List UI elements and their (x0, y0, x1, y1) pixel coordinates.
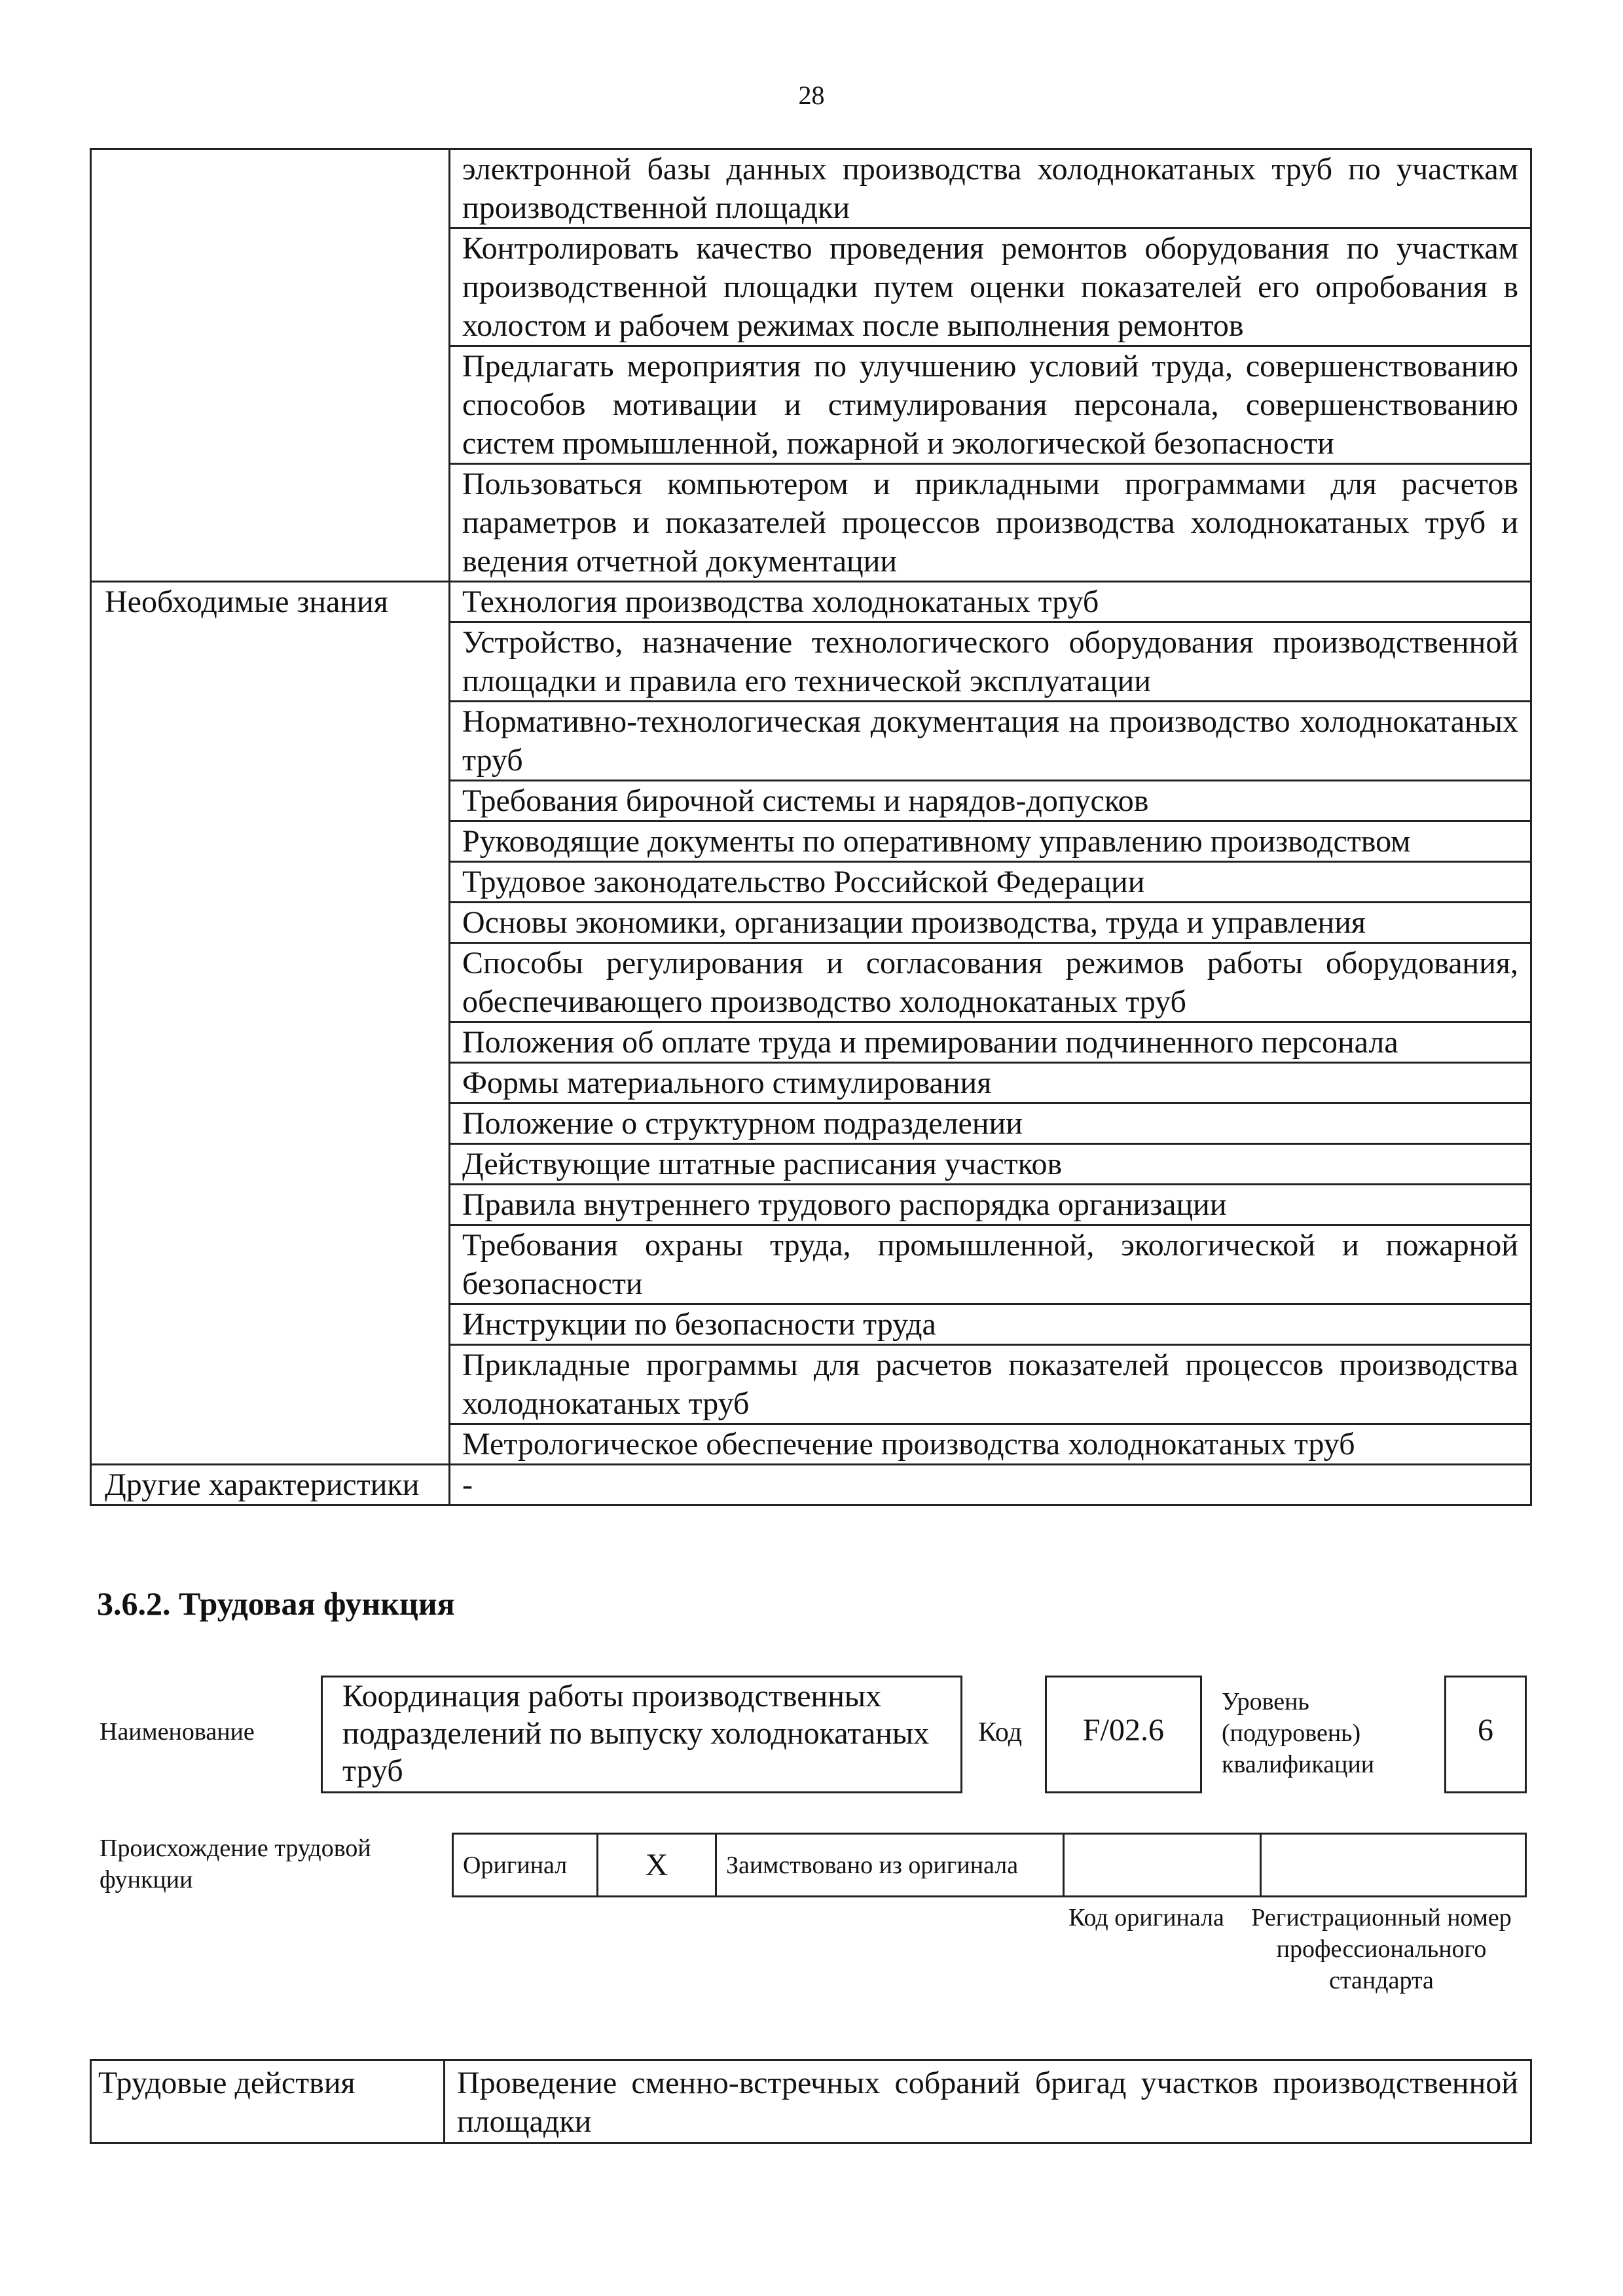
table-row (91, 2060, 1531, 2144)
origin-label: Происхождение трудовой функции (100, 1835, 371, 1893)
knowledge-item: Инструкции по безопасности труда (450, 1304, 1531, 1345)
table-row (91, 582, 1531, 622)
name-label: Наименование (100, 1718, 255, 1746)
knowledge-item: Основы экономики, организации производства, труда и управления (450, 903, 1531, 943)
knowledge-item: Способы регулирования и согласования режимов работы оборудования, обеспечивающего производство холоднокатаных труб (450, 943, 1531, 1022)
original-mark: X (598, 1834, 716, 1897)
knowledge-item: Технология производства холоднокатаных труб (450, 582, 1531, 622)
knowledge-item: Формы материального стимулирования (450, 1063, 1531, 1103)
original-code-cell (1064, 1834, 1261, 1897)
knowledge-item: Действующие штатные расписания участков (450, 1144, 1531, 1185)
knowledge-item: Руководящие документы по оперативному управлению производством (450, 821, 1531, 862)
skill-item: электронной базы данных производства холоднокатаных труб по участкам производственной площадки (450, 149, 1531, 228)
knowledge-item: Положение о структурном подразделении (450, 1103, 1531, 1144)
code-label: Код (978, 1717, 1023, 1748)
other-characteristics-label: Другие характеристики (91, 1465, 450, 1505)
knowledge-item: Прикладные программы для расчетов показателей процессов производства холоднокатаных труб (450, 1345, 1531, 1424)
function-code-box: F/02.6 (1045, 1676, 1202, 1793)
skill-item: Пользоваться компьютером и прикладными программами для расчетов параметров и показателей процессов производства холоднокатаных труб и ведения отчетной документации (450, 464, 1531, 582)
knowledge-item: Требования бирочной системы и нарядов-допусков (450, 781, 1531, 821)
registration-number-caption: Регистрационный номер профессионального стандарта (1251, 1904, 1512, 1994)
knowledge-item: Устройство, назначение технологического оборудования производственной площадки и правила его технической эксплуатации (450, 622, 1531, 702)
knowledge-item: Требования охраны труда, промышленной, экологической и пожарной безопасности (450, 1225, 1531, 1304)
skills-label-cell (91, 149, 450, 582)
labor-action-item: Проведение сменно-встречных собраний бригад участков производственной площадки (445, 2060, 1531, 2144)
qualification-level-box: 6 (1444, 1676, 1527, 1793)
knowledge-item: Нормативно-технологическая документация на производство холоднокатаных труб (450, 702, 1531, 781)
other-characteristics-value: - (450, 1465, 1531, 1505)
table-row (453, 1834, 1526, 1897)
page-number: 28 (798, 81, 825, 110)
original-label: Оригинал (453, 1834, 598, 1897)
qualification-level-label: Уровень (подуровень) квалификации (1222, 1688, 1375, 1778)
labor-actions-table (90, 2059, 1532, 2144)
competency-table (90, 148, 1532, 1506)
knowledge-item: Правила внутреннего трудового распорядка организации (450, 1185, 1531, 1225)
knowledge-label: Необходимые знания (91, 582, 450, 1465)
section-heading: 3.6.2. Трудовая функция (97, 1585, 455, 1622)
skill-item: Контролировать качество проведения ремонтов оборудования по участкам производственной площадки путем оценки показателей его опробования в холостом и рабочем режимах после выполнения ремонтов (450, 228, 1531, 346)
table-row (91, 1465, 1531, 1505)
labor-actions-label: Трудовые действия (91, 2060, 445, 2144)
knowledge-item: Метрологическое обеспечение производства холоднокатаных труб (450, 1424, 1531, 1465)
code-original-caption: Код оригинала (1068, 1904, 1224, 1931)
table-row (91, 149, 1531, 228)
borrowed-label: Заимствовано из оригинала (716, 1834, 1064, 1897)
skill-item: Предлагать мероприятия по улучшению условий труда, совершенствованию способов мотивации и стимулирования персонала, совершенствованию систем промышленной, пожарной и экологической безопасности (450, 346, 1531, 464)
knowledge-item: Трудовое законодательство Российской Федерации (450, 862, 1531, 903)
function-name-box: Координация работы производственных подразделений по выпуску холоднокатаных труб (321, 1676, 962, 1793)
origin-table (452, 1833, 1527, 1897)
registration-number-cell (1261, 1834, 1526, 1897)
knowledge-item: Положения об оплате труда и премировании подчиненного персонала (450, 1022, 1531, 1063)
